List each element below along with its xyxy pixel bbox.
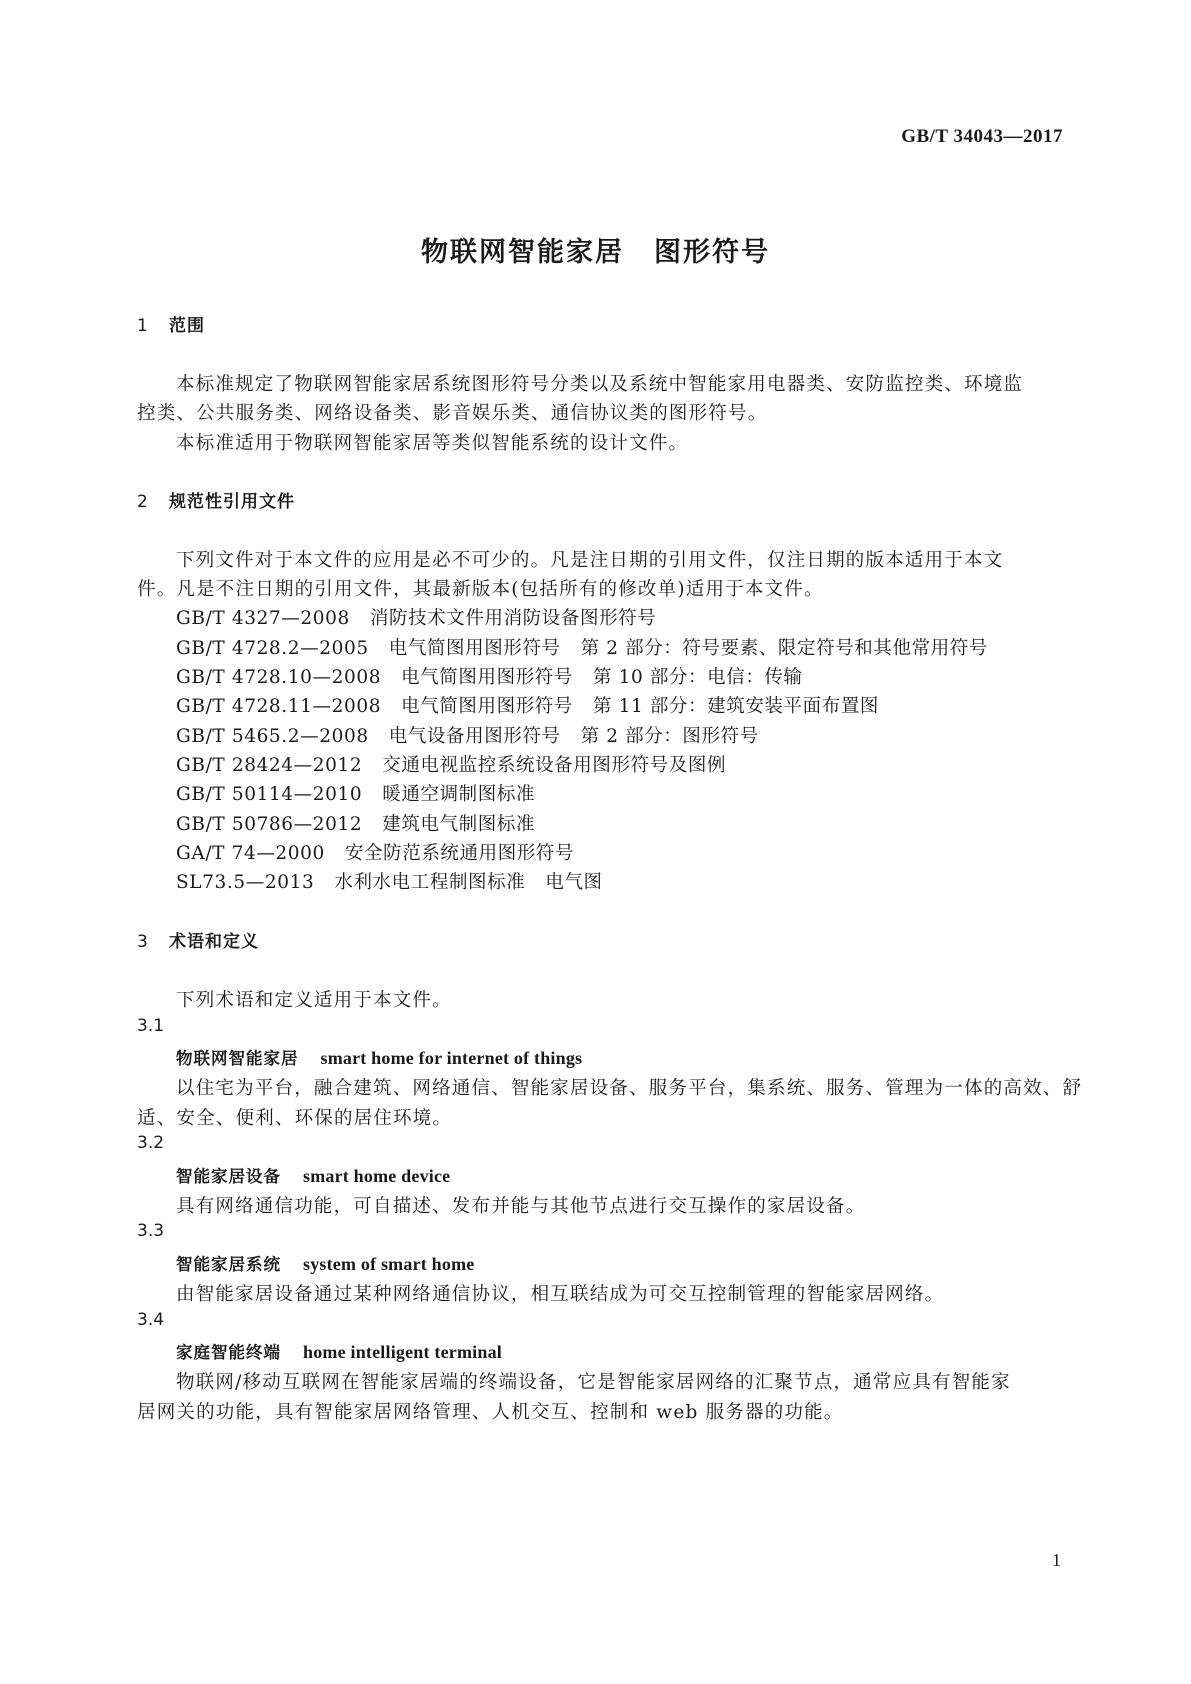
reference-item: GB/T 5465.2—2008 电气设备用图形符号 第 2 部分：图形符号 <box>176 726 759 747</box>
terms-intro: 下列术语和定义适用于本文件。 <box>176 990 452 1011</box>
reference-item: GA/T 74—2000 安全防范系统通用图形符号 <box>176 843 575 864</box>
reference-item: SL73.5—2013 水利水电工程制图标准 电气图 <box>176 872 603 893</box>
term-number: 3.3 <box>137 1221 165 1241</box>
term-definition: 物联网/移动互联网在智能家居端的终端设备，它是智能家居网络的汇聚节点，通常应具有智能家 <box>176 1372 1011 1393</box>
term-definition-cont: 居网关的功能，具有智能家居网络管理、人机交互、控制和 web 服务器的功能。 <box>137 1402 844 1423</box>
reference-item: GB/T 4327—2008 消防技术文件用消防设备图形符号 <box>176 608 657 629</box>
scope-paragraph-2: 本标准适用于物联网智能家居等类似智能系统的设计文件。 <box>176 433 689 454</box>
document-title <box>0 230 1191 269</box>
references-intro: 下列文件对于本文件的应用是必不可少的。凡是注日期的引用文件，仅注日期的版本适用于本文 <box>176 550 1004 571</box>
term-definition: 具有网络通信功能，可自描述、发布并能与其他节点进行交互操作的家居设备。 <box>176 1196 866 1217</box>
term-heading: 家庭智能终端 home intelligent terminal <box>176 1342 502 1362</box>
term-definition: 以住宅为平台，融合建筑、网络通信、智能家居设备、服务平台，集系统、服务、管理为一体的高效、舒 <box>176 1078 1083 1099</box>
references-intro-cont: 件。凡是不注日期的引用文件，其最新版本(包括所有的修改单)适用于本文件。 <box>137 579 824 600</box>
term-definition: 由智能家居设备通过某种网络通信协议，相互联结成为可交互控制管理的智能家居网络。 <box>176 1284 945 1305</box>
reference-item: GB/T 4728.2—2005 电气简图用图形符号 第 2 部分：符号要素、限定符号和其他常用符号 <box>176 638 988 659</box>
scope-paragraph-1-cont: 控类、公共服务类、网络设备类、影音娱乐类、通信协议类的图形符号。 <box>137 403 768 424</box>
section-heading-terms: 3 术语和定义 <box>137 932 259 952</box>
term-number: 3.2 <box>137 1133 165 1153</box>
reference-item: GB/T 4728.11—2008 电气简图用图形符号 第 11 部分：建筑安装平面布置图 <box>176 696 880 717</box>
term-number: 3.1 <box>137 1016 165 1036</box>
reference-item: GB/T 50114—2010 暖通空调制图标准 <box>176 784 536 805</box>
term-heading: 物联网智能家居 smart home for internet of things <box>176 1048 583 1068</box>
term-number: 3.4 <box>137 1310 165 1330</box>
standard-number: GB/T 34043—2017 <box>901 126 1063 147</box>
reference-item: GB/T 28424—2012 交通电视监控系统设备用图形符号及图例 <box>176 755 727 776</box>
term-definition-cont: 适、安全、便利、环保的居住环境。 <box>137 1108 453 1129</box>
term-heading: 智能家居系统 system of smart home <box>176 1254 475 1274</box>
scope-paragraph-1: 本标准规定了物联网智能家居系统图形符号分类以及系统中智能家用电器类、安防监控类、环境监 <box>176 374 1024 395</box>
title-part2: 图形符号 <box>654 237 770 268</box>
page-number: 1 <box>1052 1550 1061 1570</box>
reference-item: GB/T 50786—2012 建筑电气制图标准 <box>176 814 536 835</box>
term-heading: 智能家居设备 smart home device <box>176 1166 451 1186</box>
section-heading-normative-references: 2 规范性引用文件 <box>137 492 295 512</box>
section-heading-scope: 1 范围 <box>137 316 205 336</box>
reference-item: GB/T 4728.10—2008 电气简图用图形符号 第 10 部分：电信：传输 <box>176 667 803 688</box>
title-part1: 物联网智能家居 <box>421 237 624 268</box>
